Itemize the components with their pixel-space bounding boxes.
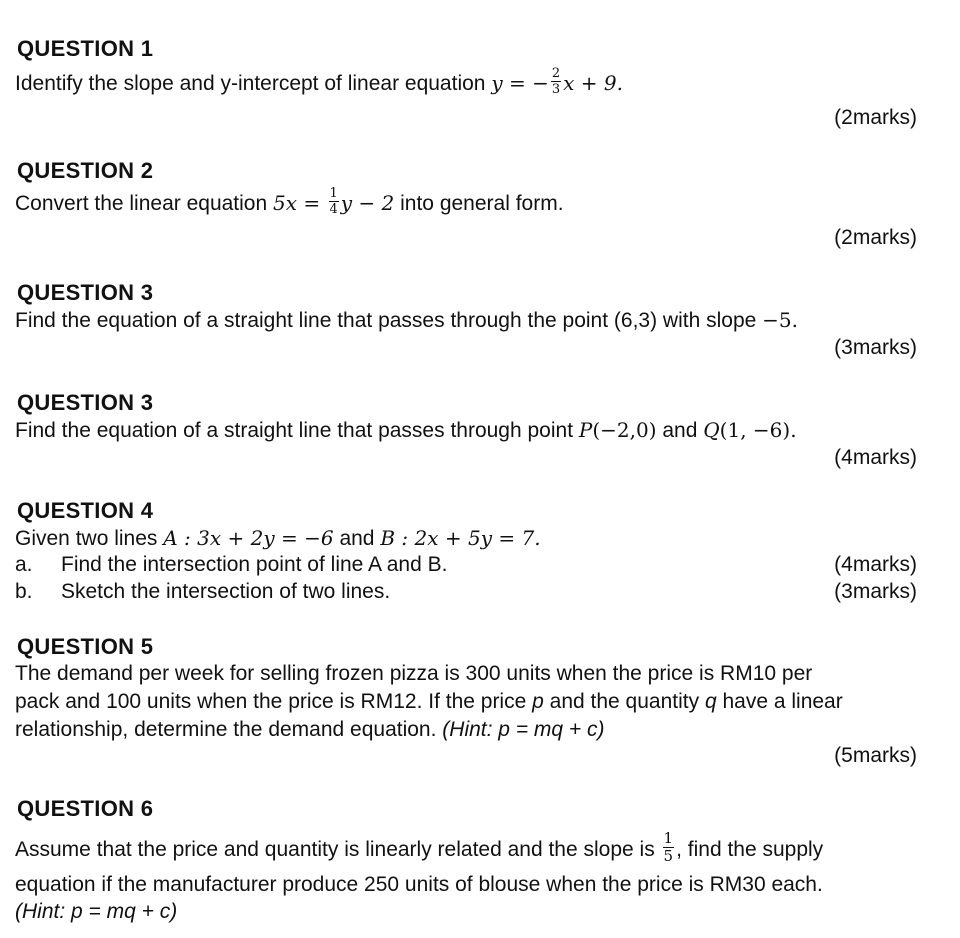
- question-5-hint: (Hint: p = mq + c): [442, 718, 605, 741]
- fraction-denominator: 5: [663, 847, 674, 865]
- question-4-heading: QUESTION 4: [17, 498, 154, 523]
- fraction-numerator: 2: [551, 66, 561, 81]
- question-4-intro-text: Given two lines: [15, 527, 158, 550]
- question-4-and: and: [339, 527, 375, 550]
- point-p-coords: (−2,0): [592, 418, 657, 442]
- question-5-body: [15, 660, 930, 744]
- fraction-numerator: 1: [329, 186, 338, 201]
- question-4b-text: Sketch the intersection of two lines.: [61, 580, 391, 603]
- question-1-fraction: [551, 67, 561, 96]
- question-5-line-2b: and the quantity: [549, 690, 700, 713]
- point-q-name: Q: [703, 418, 720, 442]
- question-2-marks: (2marks): [834, 226, 917, 249]
- question-3b-text: [15, 418, 797, 443]
- question-6-heading: QUESTION 6: [17, 796, 154, 821]
- question-5-line-1: The demand per week for selling frozen pizza is 300 units when the price is RM10 per: [15, 662, 813, 685]
- question-3-text: [15, 308, 798, 333]
- question-4b: [15, 580, 390, 604]
- question-2-prompt: Convert the linear equation: [15, 192, 268, 216]
- question-2-heading: QUESTION 2: [17, 158, 154, 183]
- question-2-suffix: into general form.: [400, 192, 564, 216]
- question-4b-marks: (3marks): [834, 580, 917, 603]
- fraction-denominator: 4: [329, 202, 338, 217]
- question-2-fraction: [329, 187, 339, 216]
- variable-q: q: [704, 690, 717, 713]
- question-5-line-3-text: relationship, determine the demand equation.: [15, 718, 437, 741]
- question-4a-text: Find the intersection point of line A and B.: [61, 553, 448, 576]
- question-4a-marks: (4marks): [834, 553, 917, 576]
- question-1-marks: (2marks): [834, 106, 917, 129]
- question-3b-prompt: Find the equation of a straight line that passes through point: [15, 419, 574, 442]
- question-6-line-1b: , find the supply: [676, 838, 824, 862]
- question-5-line-2: [15, 688, 930, 716]
- question-5-line-2c: have a linear: [722, 690, 843, 713]
- question-1-text: [15, 66, 623, 99]
- point-q-coords: (1, −6).: [719, 418, 797, 442]
- line-b-equation: B : 2x + 5y = 7.: [380, 526, 541, 550]
- fraction-numerator: 1: [663, 829, 674, 847]
- question-1-prompt: Identify the slope and y-intercept of linear equation: [15, 72, 486, 96]
- question-5-marks: (5marks): [834, 744, 917, 767]
- question-4-intro: [15, 526, 541, 551]
- question-6-hint: (Hint: p = mq + c): [15, 900, 178, 923]
- question-3-heading: QUESTION 3: [17, 280, 154, 305]
- question-6-line-1a: Assume that the price and quantity is linearly related and the slope is: [15, 838, 655, 862]
- question-3-marks: (3marks): [834, 336, 917, 359]
- question-3b-heading: QUESTION 3: [17, 390, 154, 415]
- question-2-eq-rhs: y − 2: [340, 191, 395, 216]
- question-3b-and: and: [662, 419, 698, 442]
- fraction-denominator: 3: [551, 82, 561, 97]
- question-2-eq-lhs: 5x =: [273, 191, 327, 216]
- point-p-name: P: [578, 418, 593, 442]
- question-5-line-2a: pack and 100 units when the price is RM12. If the price: [15, 690, 527, 713]
- variable-p: p: [532, 690, 544, 713]
- question-1-eq-lhs: y = −: [491, 71, 549, 96]
- question-4a-label: a.: [15, 553, 33, 576]
- question-5-heading: QUESTION 5: [17, 634, 154, 659]
- question-1-eq-rhs: x + 9.: [563, 71, 623, 96]
- question-6-line-2: equation if the manufacturer produce 250 units of blouse when the price is RM30 each.: [15, 873, 823, 896]
- question-3-prompt: Find the equation of a straight line that passes through the point (6,3) with slope: [15, 309, 757, 332]
- question-3b-marks: (4marks): [834, 446, 917, 469]
- line-a-equation: A : 3x + 2y = −6: [163, 526, 334, 550]
- question-3-slope: −5.: [762, 308, 798, 332]
- question-6-line-1: [15, 829, 824, 867]
- question-6-fraction: [663, 831, 675, 864]
- question-1-heading: QUESTION 1: [17, 36, 154, 61]
- question-4b-label: b.: [15, 580, 33, 603]
- question-5-line-3: [15, 716, 930, 744]
- question-2-text: [15, 186, 564, 219]
- question-4a: [15, 553, 447, 577]
